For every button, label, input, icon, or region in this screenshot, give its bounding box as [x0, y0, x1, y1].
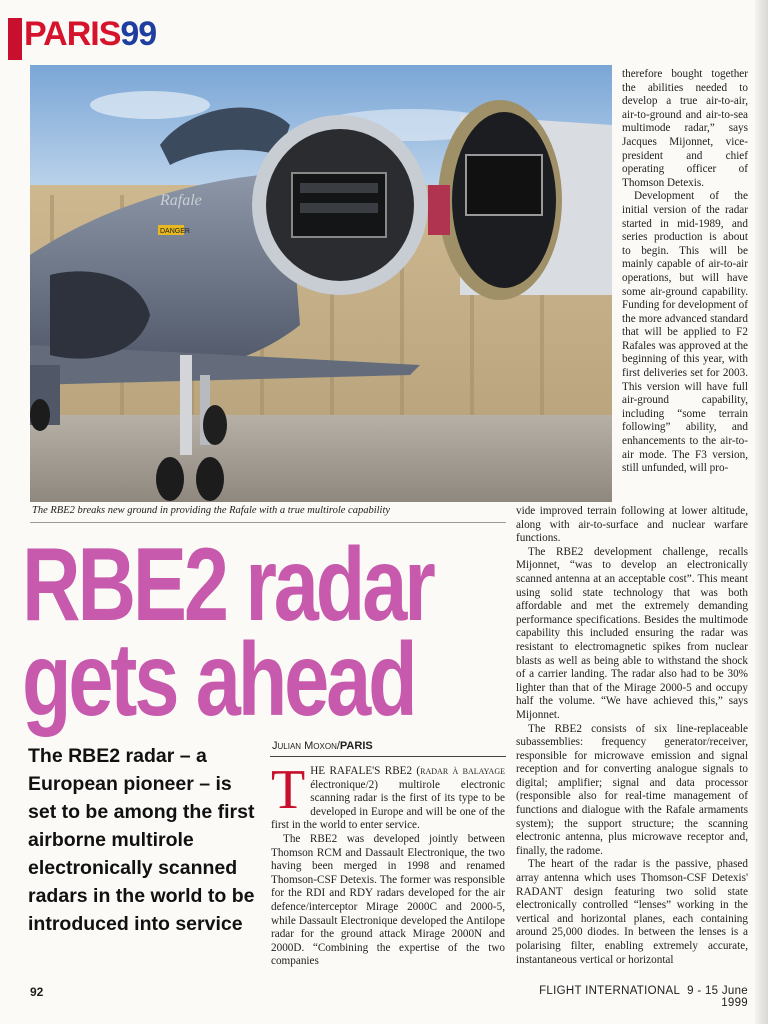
- issue-dates: 9 - 15 June 1999: [687, 985, 748, 1009]
- section-title-main: PARIS: [24, 15, 121, 53]
- page-edge: [755, 0, 768, 1024]
- byline-divider: [270, 756, 506, 757]
- byline: [272, 740, 373, 752]
- paragraph: The RBE2 was developed jointly between Thomson RCM and Dassault Electronique, the two having been merged in 1998 and renamed Thomson-CSF Detexis. The former was responsible for the RDI and RDY radars developed for the air defence/interceptor Mirage 2000C and 2000-5, while Dassault Electronique developed the Antilope radar for the ground attack Mirage 2000N and 2000D. “Combining the expertise of the two companies: [271, 832, 505, 968]
- paragraph: The heart of the radar is the passive, phased array antenna which uses Thomson-CSF Detexis' RADANT design featuring two solid state electronically controlled “lenses” working in the vertical and horizontal planes, each containing around 25,000 diodes. In between the lenses is a polarising filter, enabling extremely accurate, instantaneous vertical or horizontal: [516, 858, 748, 966]
- caption-divider: [30, 522, 506, 523]
- warning-tag: DANGER: [160, 228, 190, 235]
- rafale-radar-photo: [30, 65, 612, 502]
- headline-line-2: gets ahead: [22, 622, 415, 738]
- paragraph: The RBE2 consists of six line-replaceable subassemblies: frequency generator/receiver, responsible for microwave emission and signal reception and for converting analogue signals to digital; amplifier; signal and data processor (responsible also for real-time management of functions and dialogue with the Rafale armaments system); the support structure; the scanning electronic antenna, plus microwave receptor and, finally, the radome.: [516, 722, 748, 857]
- headline-line-1: RBE2 radar: [22, 527, 433, 643]
- paragraph: Development of the initial version of the radar started in mid-1989, and series production is about to begin. This will be mainly capable of air-to-air operations, but will have some air-ground capability. Funding for development of the more advanced standard that will be applied to F2 Rafales was approved at the beginning of this year, with first deliveries set for 2003. This version will have full air-ground capability, including “some terrain following” ability, and enhancements to the air-to-air mode. The F3 version, still unfunded, will pro-: [622, 190, 748, 475]
- standfirst: The RBE2 radar – a European pioneer – is set to be among the first airborne multirole electronically scanned radars in the world to be introduced into service: [28, 745, 255, 935]
- photo-caption: The RBE2 breaks new ground in providing the Rafale with a true multirole capability: [32, 505, 391, 516]
- byline-author: Julian Moxon: [272, 740, 337, 752]
- paragraph: vide improved terrain following at lower altitude, along with air-to-surface and nuclear warfare functions.: [516, 505, 748, 545]
- byline-separator: /: [336, 740, 340, 752]
- paragraph: The RBE2 development challenge, recalls Mijonnet, “was to develop an electronically scanned antenna at an acceptable cost”. This meant using solid state technology that was both affordable and met the extremely demanding performance specifications. Besides the multimode capability this included ensuring the radar was resistant to electromagnetic spikes from nuclear blasts as well as being able to withstand the shock of a carrier landing. The radar also had to be 30% lighter than that of the Mirage 2000-5 and occupy half the volume. “We have achieved this,” says Mijonnet.: [516, 545, 748, 721]
- nose-lettering: Rafale: [160, 192, 202, 209]
- paragraph: therefore bought together the abilities needed to develop a true air-to-air, air-to-ground and air-to-sea multimode radar,” says Jacques Mijonnet, vice-president and chief operating officer of Thomson Detexis.: [622, 68, 748, 189]
- drop-cap: T: [271, 759, 306, 821]
- body-column-left: [271, 759, 505, 969]
- red-tab-marker: [8, 18, 22, 60]
- byline-location: PARIS: [339, 740, 373, 752]
- section-header: [8, 8, 178, 60]
- section-title-year: 99: [120, 15, 157, 53]
- section-title: [24, 14, 156, 54]
- paragraph: HE RAFALE'S RBE2 (radar à balayage électronique/2) multirole electronic scanning radar is the first of its type to be developed in Europe and will be one of the first in the world to enter service.: [271, 765, 505, 832]
- running-footer: [520, 985, 748, 1009]
- body-column-top-right: [622, 68, 748, 476]
- body-column-right: [516, 505, 748, 967]
- page-number: 92: [30, 985, 44, 999]
- magazine-name: FLIGHT INTERNATIONAL: [539, 985, 681, 997]
